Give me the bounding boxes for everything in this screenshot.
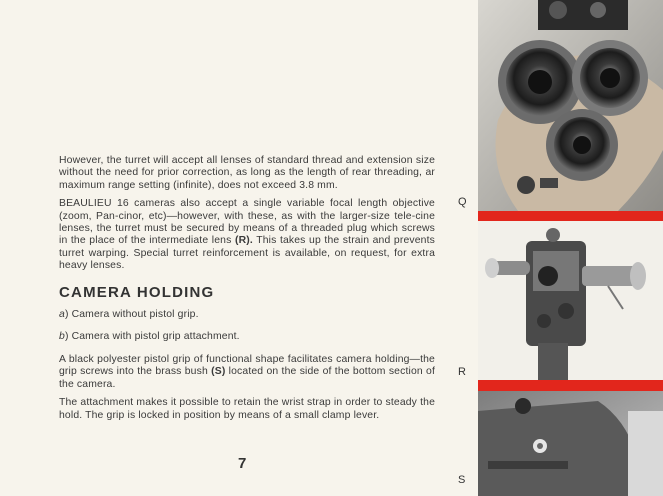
- section-heading: CAMERA HOLDING: [59, 283, 215, 301]
- paragraph-text: BEAULIEU 16 cameras also accept a single variable focal length objective (zoom, Pan-cinor, etc)—however, with these, as with the larger-size tele-cine lenses, the turret must be secured by means of a threaded plug which screws in the place of the intermediate lens: [59, 198, 435, 247]
- photo-q: [478, 0, 663, 211]
- photo-label-r: R: [458, 366, 466, 378]
- photo-label-s: S: [458, 474, 466, 486]
- camera-bottom-grip-bush-photo: [478, 391, 663, 496]
- item-text: ) Camera without pistol grip.: [64, 309, 199, 321]
- item-letter: b: [59, 331, 65, 343]
- photo-column: [478, 0, 663, 496]
- red-divider-bar: [478, 211, 663, 221]
- paragraph-variable-focal: [59, 198, 435, 272]
- page-number: 7: [238, 455, 247, 472]
- paragraph-text: A black polyester pistol grip of functional shape facilitates camera holding—the grip screws into the brass bush: [59, 353, 435, 378]
- item-letter: a: [59, 309, 65, 321]
- item-text: ) Camera with pistol grip attachment.: [64, 331, 240, 343]
- photo-s: [478, 391, 663, 496]
- paragraph-text: This takes up the strain and prevents turret warping. Special turret reinforcement is available, on request, for extra heavy lenses.: [59, 235, 435, 272]
- paragraph-pistol-grip: [59, 354, 435, 391]
- photo-label-q: Q: [458, 196, 467, 208]
- reference-r: (R).: [234, 235, 253, 247]
- paragraph-attachment: The attachment makes it possible to retain the wrist strap in order to steady the hold. The grip is locked in position by means of a small clamp lever.: [59, 397, 435, 421]
- photo-r: [478, 221, 663, 380]
- camera-with-zoom-lens-photo: [478, 221, 663, 380]
- body-text: [59, 155, 435, 428]
- camera-turret-lenses-photo: [478, 0, 663, 211]
- item-b: [59, 331, 435, 343]
- paragraph-turret-lenses: However, the turret will accept all lenses of standard thread and extension size without the need for prior correction, as long as the length of rear threading, ar maximum range setting (infinite), does not exceed 3.8 mm.: [59, 155, 435, 191]
- paragraph-text: located on the side of the bottom section of the camera.: [59, 366, 436, 390]
- item-a: [59, 309, 435, 321]
- reference-s: (S): [211, 366, 226, 378]
- red-divider-bar: [478, 380, 663, 391]
